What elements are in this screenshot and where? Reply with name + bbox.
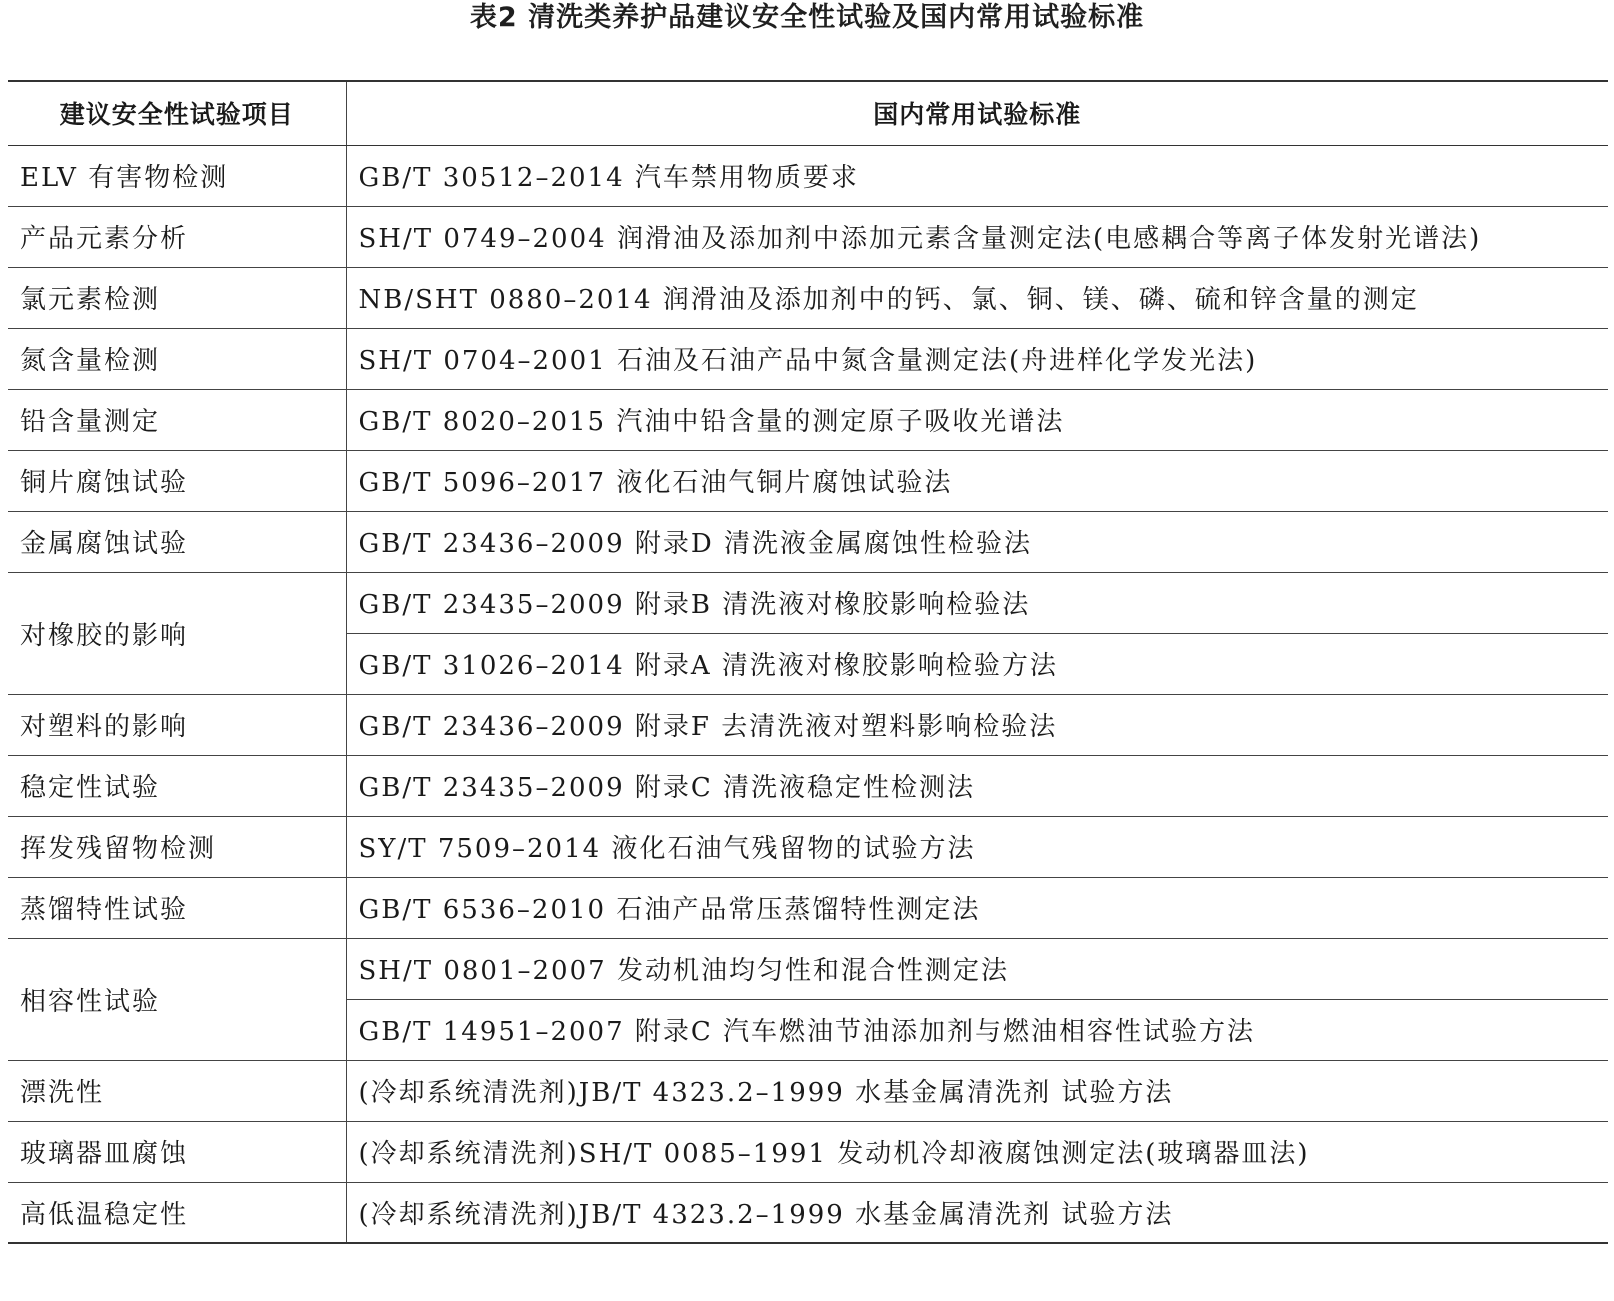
test-standard-cell: SY/T 7509–2014 液化石油气残留物的试验方法 — [346, 816, 1608, 877]
test-item-cell: 铜片腐蚀试验 — [8, 450, 346, 511]
test-standard-cell: NB/SHT 0880–2014 润滑油及添加剂中的钙、氯、铜、镁、磷、硫和锌含量的测定 — [346, 267, 1608, 328]
table-row — [8, 328, 1608, 389]
test-standard-cell: GB/T 8020–2015 汽油中铅含量的测定原子吸收光谱法 — [346, 389, 1608, 450]
test-item-cell: 高低温稳定性 — [8, 1182, 346, 1243]
table-row — [8, 816, 1608, 877]
test-item-cell: 对橡胶的影响 — [8, 572, 346, 694]
test-item-cell: 产品元素分析 — [8, 206, 346, 267]
table-row — [8, 1060, 1608, 1121]
test-item-cell: 玻璃器皿腐蚀 — [8, 1121, 346, 1182]
test-standard-cell: GB/T 14951–2007 附录C 汽车燃油节油添加剂与燃油相容性试验方法 — [346, 999, 1608, 1060]
test-standard-cell: SH/T 0704–2001 石油及石油产品中氮含量测定法(舟进样化学发光法) — [346, 328, 1608, 389]
test-standard-cell: GB/T 23436–2009 附录F 去清洗液对塑料影响检验法 — [346, 694, 1608, 755]
header-test-standard: 国内常用试验标准 — [346, 81, 1608, 145]
test-standard-cell: GB/T 23435–2009 附录B 清洗液对橡胶影响检验法 — [346, 572, 1608, 633]
test-item-cell: 铅含量测定 — [8, 389, 346, 450]
table-body — [8, 145, 1608, 1243]
table-row — [8, 755, 1608, 816]
test-item-cell: 漂洗性 — [8, 1060, 346, 1121]
test-standard-cell: (冷却系统清洗剂)SH/T 0085–1991 发动机冷却液腐蚀测定法(玻璃器皿法) — [346, 1121, 1608, 1182]
test-item-cell: 对塑料的影响 — [8, 694, 346, 755]
table-row — [8, 572, 1608, 633]
test-item-cell: 氯元素检测 — [8, 267, 346, 328]
test-item-cell: 挥发残留物检测 — [8, 816, 346, 877]
test-standard-cell: GB/T 23436–2009 附录D 清洗液金属腐蚀性检验法 — [346, 511, 1608, 572]
test-standard-cell: SH/T 0801–2007 发动机油均匀性和混合性测定法 — [346, 938, 1608, 999]
table-row — [8, 694, 1608, 755]
test-item-cell: 氮含量检测 — [8, 328, 346, 389]
test-standard-cell: SH/T 0749–2004 润滑油及添加剂中添加元素含量测定法(电感耦合等离子体发射光谱法) — [346, 206, 1608, 267]
table-caption: 表2 清洗类养护品建议安全性试验及国内常用试验标准 — [469, 2, 1145, 33]
test-item-cell: 稳定性试验 — [8, 755, 346, 816]
table-row — [8, 1182, 1608, 1243]
test-standard-cell: GB/T 5096–2017 液化石油气铜片腐蚀试验法 — [346, 450, 1608, 511]
table-row — [8, 450, 1608, 511]
test-item-cell: 相容性试验 — [8, 938, 346, 1060]
table-row — [8, 145, 1608, 206]
test-item-cell: 蒸馏特性试验 — [8, 877, 346, 938]
table-row — [8, 877, 1608, 938]
test-standard-cell: (冷却系统清洗剂)JB/T 4323.2–1999 水基金属清洗剂 试验方法 — [346, 1182, 1608, 1243]
header-test-item: 建议安全性试验项目 — [8, 81, 346, 145]
table-header-row — [8, 81, 1608, 145]
table-row — [8, 389, 1608, 450]
test-item-cell: 金属腐蚀试验 — [8, 511, 346, 572]
table-row — [8, 511, 1608, 572]
table-row — [8, 1121, 1608, 1182]
table-row — [8, 938, 1608, 999]
test-standard-cell: GB/T 6536–2010 石油产品常压蒸馏特性测定法 — [346, 877, 1608, 938]
table-row — [8, 206, 1608, 267]
table-row — [8, 267, 1608, 328]
test-standard-cell: (冷却系统清洗剂)JB/T 4323.2–1999 水基金属清洗剂 试验方法 — [346, 1060, 1608, 1121]
standards-table — [8, 80, 1608, 1244]
test-standard-cell: GB/T 31026–2014 附录A 清洗液对橡胶影响检验方法 — [346, 633, 1608, 694]
test-item-cell: ELV 有害物检测 — [8, 145, 346, 206]
test-standard-cell: GB/T 23435–2009 附录C 清洗液稳定性检测法 — [346, 755, 1608, 816]
test-standard-cell: GB/T 30512–2014 汽车禁用物质要求 — [346, 145, 1608, 206]
